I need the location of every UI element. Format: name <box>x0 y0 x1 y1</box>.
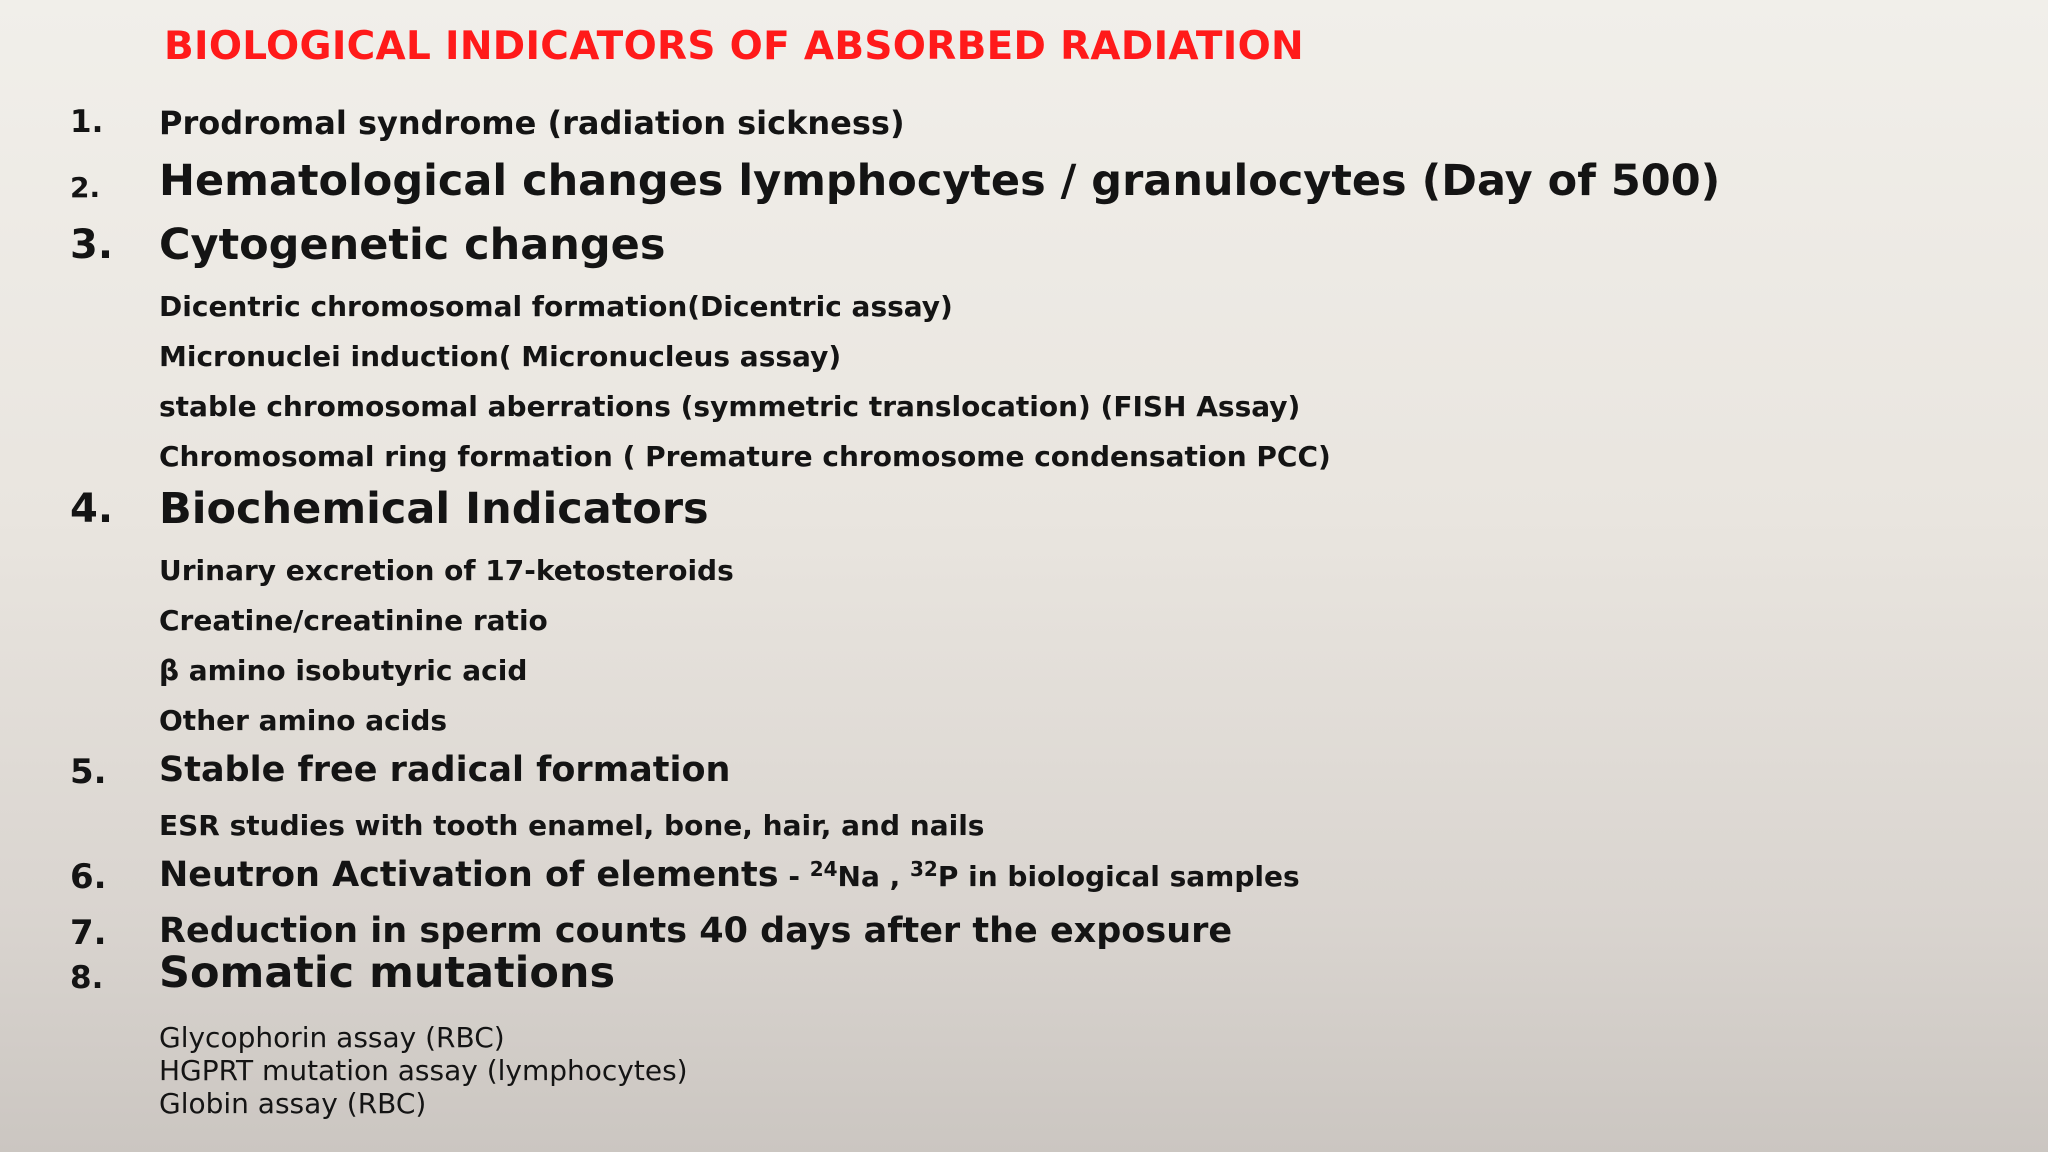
sub-item: Globin assay (RBC) <box>159 1087 427 1120</box>
item-number: 4. <box>70 486 114 532</box>
item-number: 6. <box>70 857 107 897</box>
item-heading: Prodromal syndrome (radiation sickness) <box>159 104 905 142</box>
item-heading: Cytogenetic changes <box>159 220 666 270</box>
item-heading: Biochemical Indicators <box>159 484 709 534</box>
item-heading: Somatic mutations <box>159 948 616 998</box>
sub-item: Micronuclei induction( Micronucleus assay) <box>159 340 842 373</box>
isotope-mass-number: 24 <box>809 857 838 881</box>
item-number: 5. <box>70 752 107 792</box>
sub-item: stable chromosomal aberrations (symmetric translocation) (FISH Assay) <box>159 390 1301 423</box>
sub-item: HGPRT mutation assay (lymphocytes) <box>159 1054 688 1087</box>
heading-dash: - <box>778 860 810 893</box>
sub-item: Urinary excretion of 17-ketosteroids <box>159 554 734 587</box>
sub-item: Other amino acids <box>159 704 448 737</box>
sub-item: Chromosomal ring formation ( Premature chromosome condensation PCC) <box>159 440 1331 473</box>
item-heading-line <box>159 855 1300 895</box>
item-heading: Reduction in sperm counts 40 days after the exposure <box>159 911 1233 951</box>
isotope-element: Na , <box>837 860 911 893</box>
sub-item: β amino isobutyric acid <box>159 654 528 687</box>
item-number: 7. <box>70 913 107 953</box>
item-number: 2. <box>70 171 101 204</box>
sub-item: Glycophorin assay (RBC) <box>159 1021 505 1054</box>
item-heading: Hematological changes lymphocytes / granulocytes (Day of 500) <box>159 156 1721 206</box>
item-heading: Neutron Activation of elements <box>159 855 779 895</box>
slide-title: BIOLOGICAL INDICATORS OF ABSORBED RADIATION <box>164 24 1304 69</box>
isotope-element: P in biological samples <box>937 860 1300 893</box>
sub-item: Creatine/creatinine ratio <box>159 604 548 637</box>
item-number: 1. <box>70 104 104 140</box>
sub-item: ESR studies with tooth enamel, bone, hair, and nails <box>159 809 985 842</box>
item-number: 8. <box>70 960 104 996</box>
sub-item: Dicentric chromosomal formation(Dicentric assay) <box>159 290 953 323</box>
isotope-mass-number: 32 <box>910 857 938 881</box>
item-heading: Stable free radical formation <box>159 750 731 790</box>
item-number: 3. <box>70 222 114 268</box>
